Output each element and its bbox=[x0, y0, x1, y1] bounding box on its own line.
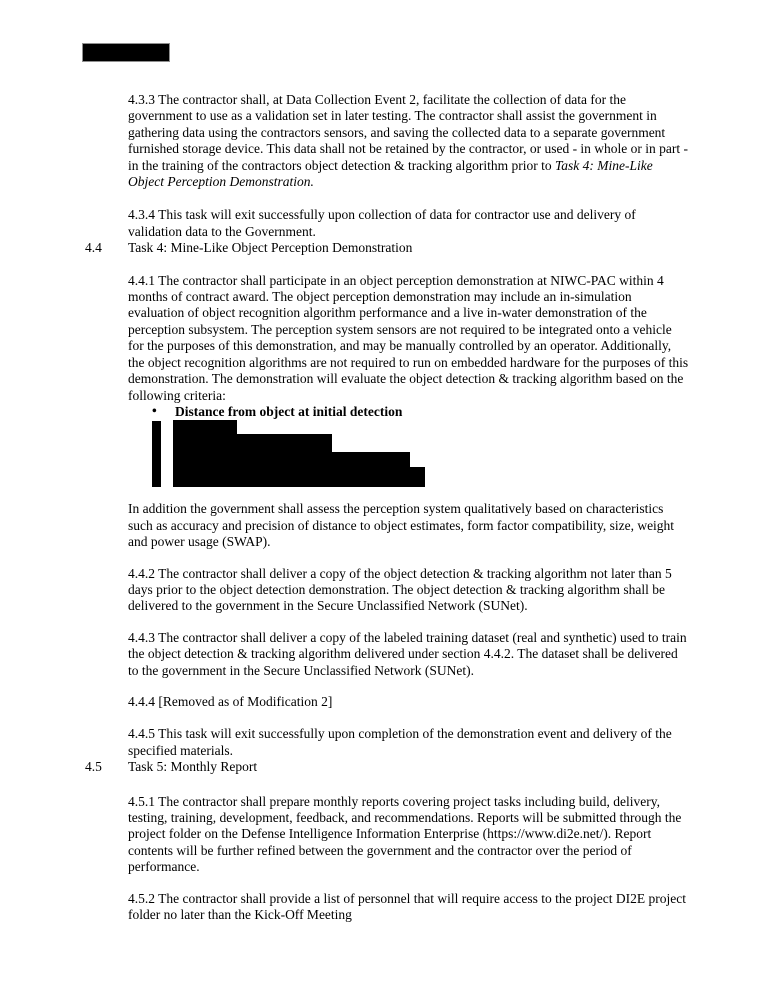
bullet-icon: • bbox=[152, 402, 157, 418]
redaction-step bbox=[332, 452, 410, 487]
paragraph-4-5-1: 4.5.1 The contractor shall prepare monthly reports covering project tasks including build, delivery, testing, training, development, feedback, and recommendations. Reports will be submitted through the project folder on the Defense Intelligence Information Enterprise (https://www.di2e.net/). Report contents will be further refined between the government and the contractor over the period of performance. bbox=[128, 793, 682, 875]
section-heading-4-5 bbox=[85, 759, 690, 775]
redaction-bar bbox=[152, 421, 161, 487]
paragraph-4-3-3-italic-title: Task 4: Mine-Like Object Perception Demonstration. bbox=[128, 157, 653, 190]
section-heading-4-4 bbox=[85, 240, 690, 256]
document-content bbox=[85, 0, 690, 923]
paragraph-4-4-4: 4.4.4 [Removed as of Modification 2] bbox=[128, 693, 333, 709]
paragraph-4-4-3: 4.4.3 The contractor shall deliver a copy of the labeled training dataset (real and synthetic) used to train the object detection & tracking algorithm delivered under section 4.4.2. The dataset shall be delivered to the government in the Secure Unclassified Network (SUNet). bbox=[128, 629, 687, 678]
section-number-4-5: 4.5 bbox=[85, 759, 102, 775]
redaction-step bbox=[237, 434, 332, 487]
section-title-4-4: Task 4: Mine-Like Object Perception Demonstration bbox=[128, 240, 413, 256]
bullet-item-label: Distance from object at initial detection bbox=[175, 403, 403, 419]
redaction-staircase bbox=[173, 420, 425, 487]
bullet-item bbox=[128, 404, 690, 420]
paragraph-4-5-2: 4.5.2 The contractor shall provide a list of personnel that will require access to the project DI2E project folder no later than the Kick-Off Meeting bbox=[128, 890, 686, 923]
section-number-4-4: 4.4 bbox=[85, 240, 102, 256]
paragraph-4-4-5: 4.4.5 This task will exit successfully upon completion of the demonstration event and delivery of the specified materials. bbox=[128, 726, 672, 758]
paragraph-in-addition: In addition the government shall assess the perception system qualitatively based on characteristics such as accuracy and precision of distance to object estimates, form factor compatibility, size, weight and power usage (SWAP). bbox=[128, 501, 675, 550]
paragraph-4-4-1: 4.4.1 The contractor shall participate in an object perception demonstration at NIWC-PAC within 4 months of contract award. The object perception demonstration may include an in-simulation evaluation of object recognition algorithm performance and a live in-water demonstration of the perception subsystem. The perception system sensors are not required to be integrated onto a vehicle for the purposes of this demonstration, and may be manually controlled by an operator. Additionally, the object recognition algorithms are not required to run on embedded hardware for the purposes of this demonstration. The demonstration will evaluate the object detection & tracking algorithm based on the following criteria: bbox=[128, 272, 689, 403]
redaction-step bbox=[173, 420, 237, 487]
paragraph-4-3-4: 4.3.4 This task will exit successfully upon collection of data for contractor use and delivery of validation data to the Government. bbox=[128, 207, 636, 239]
paragraph-4-3-3-text: 4.3.3 The contractor shall, at Data Collection Event 2, facilitate the collection of data for the government to use as a validation set in later testing. The contractor shall assist the government in gathering data using the contractors sensors, and saving the collected data to a separate government furnished storage device. This data shall not be retained by the contractor, or used - in whole or in part - in the training of the contractors object detection & tracking algorithm prior to bbox=[128, 92, 689, 173]
section-title-4-5: Task 5: Monthly Report bbox=[128, 759, 258, 775]
paragraph-4-4-2: 4.4.2 The contractor shall deliver a copy of the object detection & tracking algorithm not later than 5 days prior to the object detection demonstration. The object detection & tracking algorithm shall be delivered to the government in the Secure Unclassified Network (SUNet). bbox=[128, 565, 672, 614]
redacted-bullet-list bbox=[128, 420, 690, 487]
redaction-step bbox=[410, 467, 425, 487]
paragraph-4-3-3 bbox=[128, 92, 690, 190]
